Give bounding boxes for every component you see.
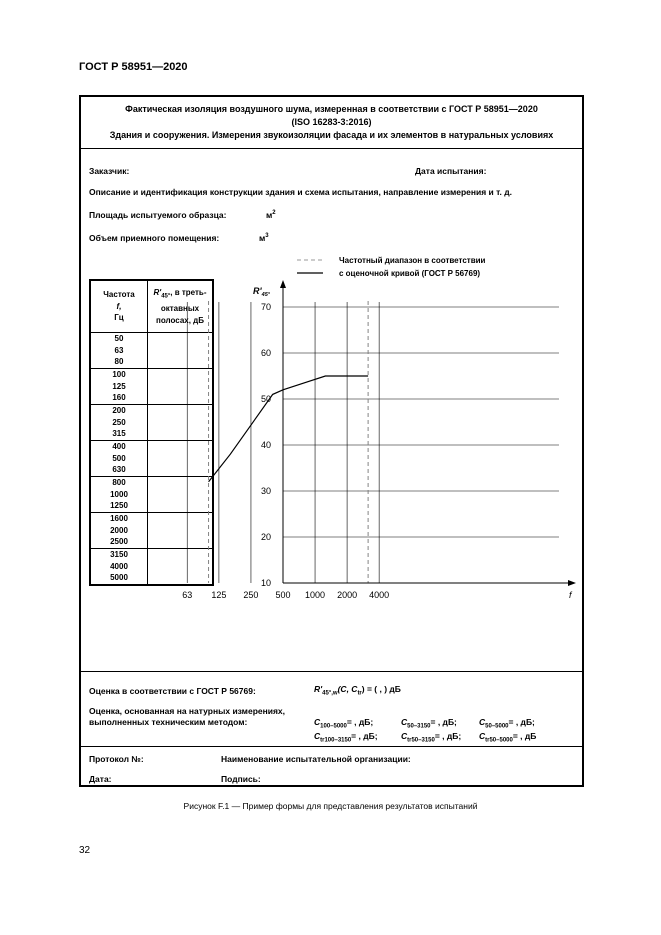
rating-label: Оценка в соответствии с ГОСТ Р 56769: xyxy=(89,686,256,696)
x-tick-label: 2000 xyxy=(337,590,358,600)
table-value-cell xyxy=(148,369,214,405)
c-term-5: $C_{tr50-3150}=$ , дБ; xyxy=(401,731,462,744)
x-tick-label: 250 xyxy=(243,590,259,600)
table-value-cell xyxy=(148,549,214,586)
chart-divider xyxy=(81,671,582,672)
table-row: 200 250 315 xyxy=(90,405,148,441)
table-row: 400 500 630 xyxy=(90,441,148,477)
x-tick-label: 63 xyxy=(182,590,193,600)
legend-text-line1: Частотный диапазон в соответствии xyxy=(339,256,486,265)
rating-expression: $R'_{45^\circ,w}(C$, $C_{tr}$) = ( , ) дБ xyxy=(314,684,401,697)
table-row: 1600 2000 2500 xyxy=(90,513,148,549)
table-row: 3150 4000 5000 xyxy=(90,549,148,586)
report-form xyxy=(79,95,584,787)
y-tick-labels xyxy=(261,302,271,588)
test-date-label: Дата испытания: xyxy=(415,166,487,176)
x-tick-label: 500 xyxy=(275,590,291,600)
y-tick-label: 20 xyxy=(260,532,271,542)
form-title: Фактическая изоляция воздушного шума, измеренная в соответствии с ГОСТ Р 58951—2020 (ISO 16283-3:2016) Здания и сооружения. Измерения звукоизоляции фасада и их элементов в натуральных условиях xyxy=(109,104,554,140)
table-header-insulation: $R'_{45^\circ}$, в треть- октавных полосах, дБ xyxy=(148,280,214,333)
y-tick-label: 70 xyxy=(260,302,271,312)
insulation-chart xyxy=(182,247,581,662)
table-value-cell xyxy=(148,405,214,441)
frequency-table xyxy=(89,279,214,586)
footer-divider xyxy=(81,746,582,747)
area-unit: $м^2$ xyxy=(266,210,276,220)
y-tick-label: 30 xyxy=(260,486,271,496)
volume-unit: $м^3$ xyxy=(259,233,269,243)
area-label: Площадь испытуемого образца: xyxy=(89,210,227,220)
page-number: 32 xyxy=(79,845,91,856)
x-tick-label: 4000 xyxy=(369,590,390,600)
x-axis-label: f xyxy=(569,590,572,600)
date-label: Дата: xyxy=(89,774,112,784)
y-tick-label: 40 xyxy=(260,440,271,450)
y-gridlines xyxy=(283,307,559,537)
document-header: ГОСТ Р 58951—2020 xyxy=(79,61,188,73)
c-term-4: $C_{tr100-3150}=$ , дБ; xyxy=(314,731,378,744)
title-divider xyxy=(81,148,582,149)
x-tick-label: 1000 xyxy=(305,590,326,600)
field-rating-label: Оценка, основанная на натурных измерениях, выполненных техническим методом: xyxy=(89,706,286,727)
c-term-1: $C_{100-5000}=$ , дБ; xyxy=(314,717,374,730)
description-label: Описание и идентификация конструкции здания и схема испытания, направление измерения и т. д. xyxy=(89,187,513,197)
figure-caption: Рисунок F.1 — Пример формы для представления результатов испытаний xyxy=(183,801,478,811)
organization-label: Наименование испытательной организации: xyxy=(221,754,411,764)
table-value-cell xyxy=(148,441,214,477)
frequency-range-bounds xyxy=(209,301,369,583)
table-value-cell xyxy=(148,477,214,513)
protocol-label: Протокол №: xyxy=(89,754,144,764)
c-term-2: $C_{50-3150}=$ , дБ; xyxy=(401,717,457,730)
x-tick-label: 125 xyxy=(211,590,227,600)
y-tick-label: 50 xyxy=(260,394,271,404)
y-tick-label: 10 xyxy=(260,578,271,588)
table-row: 800 1000 1250 xyxy=(90,477,148,513)
table-row: 100 125 160 xyxy=(90,369,148,405)
x-axis-arrow xyxy=(568,580,576,586)
table-value-cell xyxy=(148,333,214,369)
customer-label: Заказчик: xyxy=(89,166,130,176)
volume-label: Объем приемного помещения: xyxy=(89,233,220,243)
legend-text-line2: с оценочной кривой (ГОСТ Р 56769) xyxy=(339,269,481,278)
table-header-frequency: Частота f, Гц xyxy=(90,280,148,333)
c-term-3: $C_{50-5000}=$ , дБ; xyxy=(479,717,535,730)
table-value-cell xyxy=(148,513,214,549)
c-term-6: $C_{tr50-5000}=$ , дБ xyxy=(479,731,537,744)
reference-curve xyxy=(209,376,369,482)
y-axis-arrow xyxy=(280,280,286,288)
signature-label: Подпись: xyxy=(221,774,261,784)
y-axis-label: $R'_{45^\circ}$ xyxy=(253,286,270,298)
table-row: 50 63 80 xyxy=(90,333,148,369)
y-tick-label: 60 xyxy=(260,348,271,358)
x-tick-labels xyxy=(182,590,389,600)
